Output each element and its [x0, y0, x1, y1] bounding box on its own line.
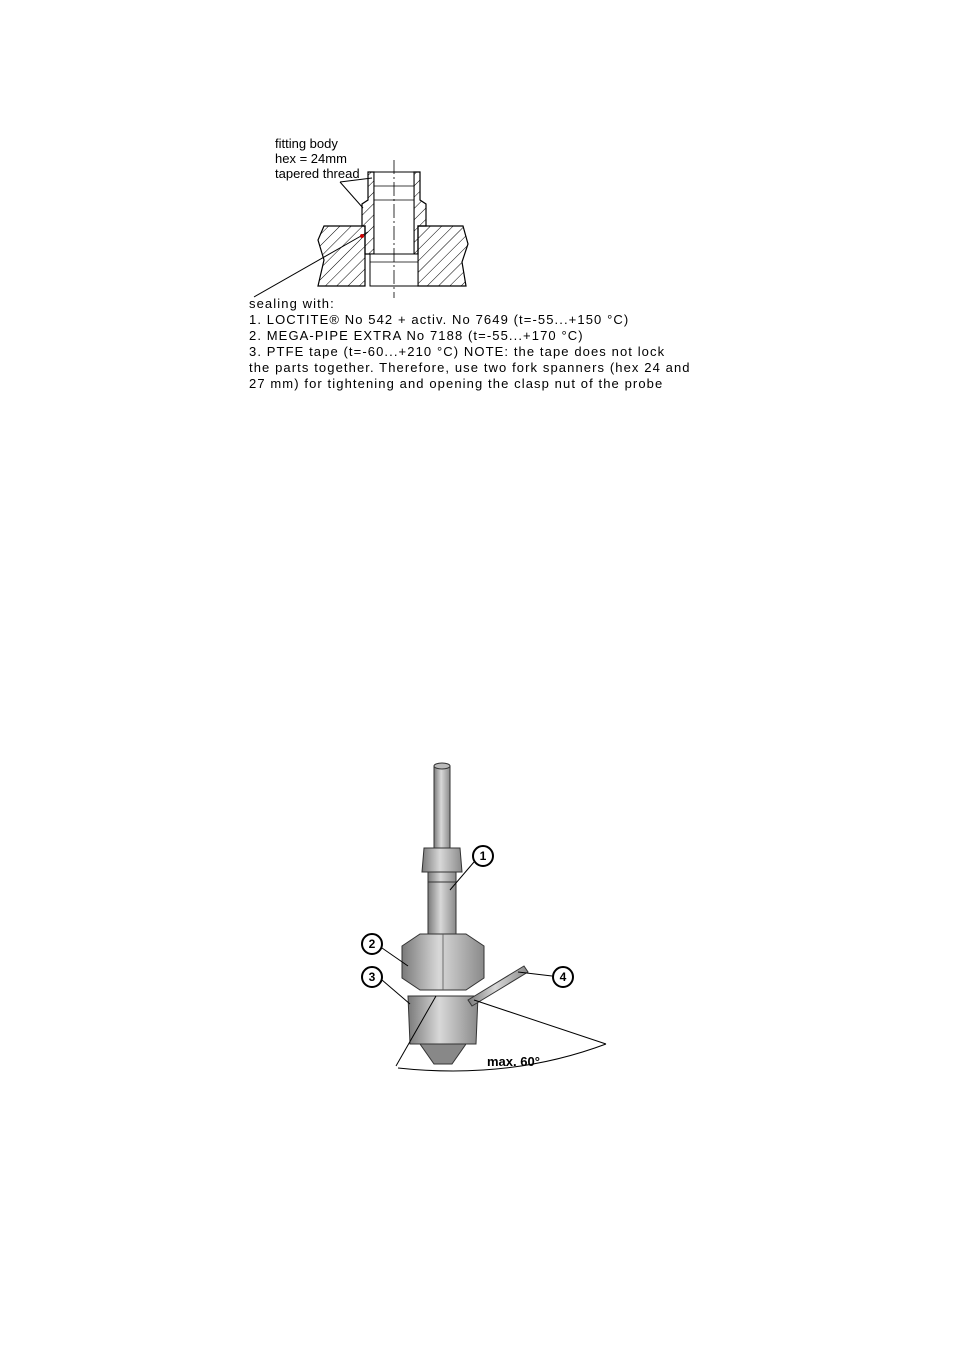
label-tapered-thread: tapered thread: [275, 166, 360, 181]
sealing-instructions: [249, 296, 691, 392]
probe-rod: [434, 766, 450, 848]
sealing-line-3: 3. PTFE tape (t=-60...+210 °C) NOTE: the tape does not lock: [249, 344, 666, 359]
fitting-labels: [275, 136, 360, 181]
label-hex: hex = 24mm: [275, 151, 347, 166]
wall-right: [418, 226, 468, 286]
callout-1: 1: [472, 845, 494, 867]
callout-3: 3: [361, 966, 383, 988]
callout-2: 2: [361, 933, 383, 955]
label-fitting-body: fitting body: [275, 136, 338, 151]
sealing-line-1: 1. LOCTITE® No 542 + activ. No 7649 (t=-55...+150 °C): [249, 312, 630, 327]
sealing-line-5: 27 mm) for tightening and opening the clasp nut of the probe: [249, 376, 664, 391]
probe-installation-diagram: [0, 740, 954, 1100]
sealing-heading: sealing with:: [249, 296, 335, 311]
lower-body: [408, 996, 478, 1044]
angle-label: max. 60°: [487, 1054, 540, 1069]
probe-shaft: [428, 882, 456, 936]
callout-4: 4: [552, 966, 574, 988]
upper-nut: [422, 848, 462, 872]
sealing-line-2: 2. MEGA-PIPE EXTRA No 7188 (t=-55...+170 °C): [249, 328, 584, 343]
sealing-line-4: the parts together. Therefore, use two fork spanners (hex 24 and: [249, 360, 691, 375]
